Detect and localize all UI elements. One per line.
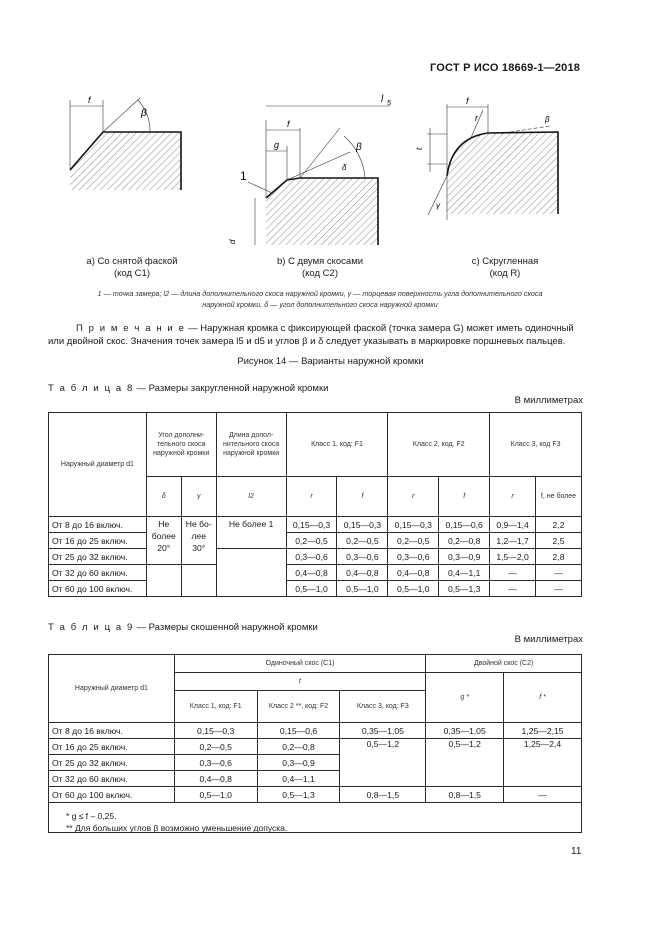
footnote-2: ** Для больших углов β возможно уменьшение допуска. [66,823,288,833]
table-row: От 32 до 60 включ. 0,4—0,8 0,4—0,8 0,4—0,8 0,4—1,1 — — [49,565,582,581]
figure-c-rounded [415,96,558,220]
label-l5-sub: 5 [387,100,391,107]
t8-h-diameter: Наружный диаметр d1 [49,413,147,517]
label-l5: l [381,94,384,105]
t8-s-r1: r [286,477,337,517]
t9-h-g: g * [426,673,504,723]
caption-c: c) Скругленная (код R) [471,256,539,279]
table-row: От 60 до 100 включ. 0,5—1,0 0,5—1,3 0,8—1,5 0,8—1,5 — [49,787,582,803]
table-row: От 25 до 32 включ. 0,3—0,6 0,3—0,6 0,3—0,6 0,3—0,9 1,5—2,0 2,8 [49,549,582,565]
label-g: g [274,140,280,150]
figure-14-drawing [0,0,661,260]
standard-header: ГОСТ Р ИСО 18669-1—2018 [430,62,581,74]
label-d5: d [228,239,237,244]
t8-s-f2: f [439,477,490,517]
t9-h-single: Одиночный скос (С1) [174,655,426,673]
table9-units: В миллиметрах [514,634,583,645]
t8-merged-gamma: Не бо-лее 30° [181,517,216,565]
table8-units: В миллиметрах [514,395,583,406]
table-row: От 32 до 60 включ. 0,4—0,8 0,4—1,1 [49,771,582,787]
label-beta-b: β [356,142,362,153]
caption-b: b) С двумя скосами (код С2) [276,256,364,279]
table-row: От 16 до 25 включ. 0,2—0,5 0,2—0,5 0,2—0,5 0,2—0,8 1,2—1,7 2,5 [49,533,582,549]
table-row: От 8 до 16 включ. Не более 20° Не бо-лее 30° Не более 1 0,15—0,3 0,15—0,3 0,15—0,3 0,15—0,6 0,9—1,4 2,2 [49,517,582,533]
table9 [48,654,582,833]
t8-s-delta: δ [146,477,181,517]
t8-s-r3: r [490,477,536,517]
t8-h-class3: Класс 3, код F3 [490,413,582,477]
table-row: От 25 до 32 включ. 0,3—0,6 0,3—0,9 [49,755,582,771]
t8-h-angle: Угол дополни-тельного скоса наружной кромки [146,413,216,477]
table8 [48,412,582,597]
t9-h-f: f * [504,673,582,723]
figure-b-double-chamfer [228,94,391,245]
t8-merged-l2: Не более 1 [216,517,286,549]
label-point-1: 1 [240,169,247,183]
table-row: От 8 до 16 включ. 0,15—0,3 0,15—0,6 0,35—1,05 0,35—1,05 1,25—2,15 [49,723,582,739]
label-beta-a: β [141,108,147,119]
t9-h-double: Двойной скос (С2) [426,655,582,673]
label-gamma: γ [436,201,440,210]
t8-s-f3: f, не более [536,477,582,517]
t9-h-class2: Класс 2 **, код: F2 [257,691,340,723]
table8-caption: Т а б л и ц а 8 — Размеры закругленной наружной кромки [48,383,329,394]
t9-h-class1: Класс 1, код: F1 [174,691,257,723]
t8-s-r2: r [388,477,439,517]
table-row: От 60 до 100 включ. 0,5—1,0 0,5—1,0 0,5—1,0 0,5—1,3 — — [49,581,582,597]
t9-h-class3: Класс 3, код: F3 [340,691,426,723]
figure-title: Рисунок 14 — Варианты наружной кромки [237,356,424,367]
caption-a: a) Со снятой фаской (код С1) [86,256,178,279]
label-r: r [475,113,478,123]
t8-merged-delta: Не более 20° [146,517,181,565]
t8-s-gamma: γ [181,477,216,517]
table9-caption: Т а б л и ц а 9 — Размеры скошенной наружной кромки [48,622,318,633]
table-row: От 16 до 25 включ. 0,2—0,5 0,2—0,8 0,5—1,2 0,5—1,2 1,25—2,4 [49,739,582,755]
t8-h-class1: Класс 1, код: F1 [286,413,388,477]
t8-s-l2: l2 [216,477,286,517]
t9-h-diameter: Наружный диаметр d1 [49,655,175,723]
figure-a-chamfer [70,95,181,190]
label-t2: t [415,147,424,150]
page-number: 11 [571,846,582,857]
t9-h-t: t [174,673,426,691]
label-f-b: f [287,119,290,129]
figure-legend: 1 — точка замера; l2 — длина дополнительного скоса наружной кромки, γ — торцевая поверхность угла дополнительного скоса наружной кромки, δ — угол дополнительного скоса наружной кромки [97,289,543,309]
t8-h-class2: Класс 2, код. F2 [388,413,490,477]
label-delta: δ [342,163,347,172]
footnote-1: * g ≤ f – 0,25. [66,811,117,821]
t8-h-length: Длина допол-нительного скоса наружной кромки [216,413,286,477]
figure-note: П р и м е ч а н и е — Наружная кромка с фиксирующей фаской (точка замера G) может иметь одиночный или двойной скос. Значения точек замера l5 и d5 и углов β и δ следует указывать в маркировке поршневых пальцев. [48,323,574,347]
label-f-a: f [88,95,91,105]
label-f-c: f [466,96,469,106]
t8-s-f1: f [337,477,388,517]
label-beta-c: β [545,115,550,124]
